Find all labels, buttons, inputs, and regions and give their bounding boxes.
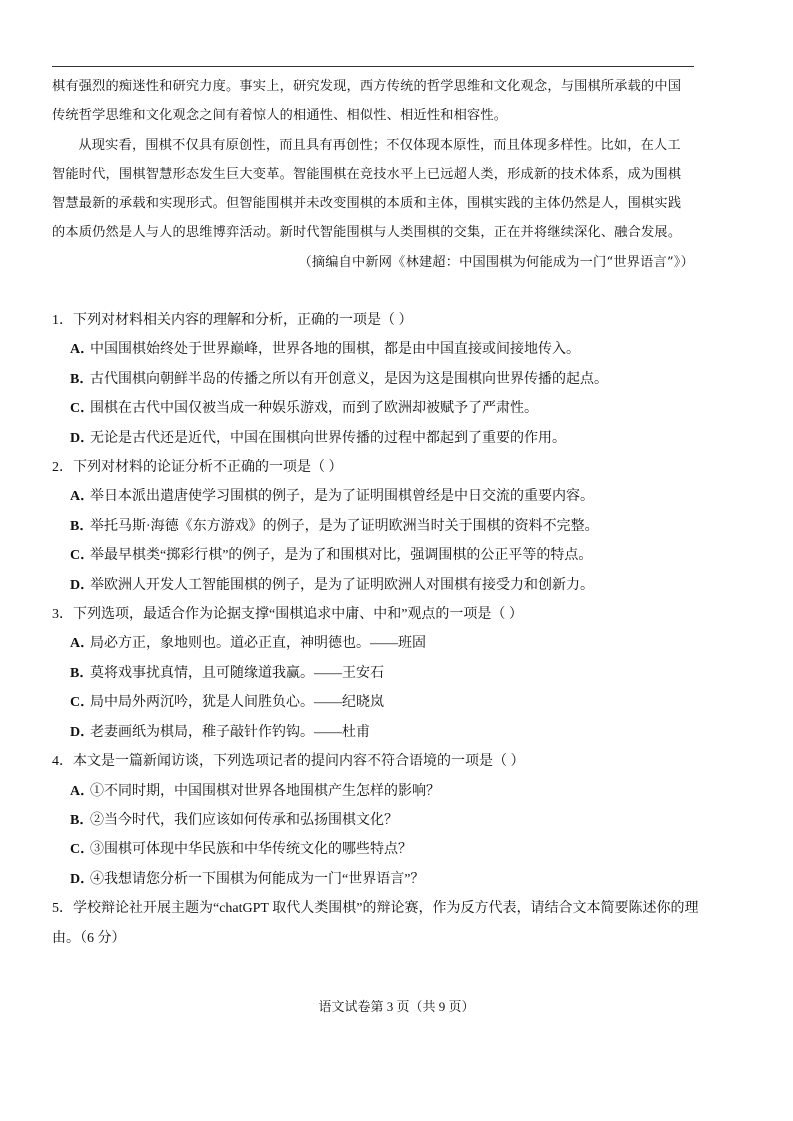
- top-rule: [52, 66, 694, 67]
- option-b: [52, 806, 702, 835]
- option-a: [52, 335, 702, 364]
- option-text: 举欧洲人开发人工智能围棋的例子，是为了证明欧洲人对围棋有接受力和创新力。: [90, 577, 594, 593]
- option-letter: B．: [70, 665, 94, 681]
- option-letter: D．: [70, 577, 95, 593]
- option-letter: A．: [70, 489, 95, 505]
- option-b: [52, 512, 702, 541]
- question-stem: 1．下列对材料相关内容的理解和分析，正确的一项是（ ）: [52, 313, 413, 328]
- option-text: 局必方正，象地则也。道必正直，神明德也。——班固: [90, 636, 426, 652]
- option-d: [52, 718, 702, 747]
- option-letter: B．: [70, 371, 94, 387]
- question-2: [52, 453, 702, 600]
- option-text: ①不同时期，中国围棋对世界各地围棋产生怎样的影响？: [90, 783, 440, 799]
- question-4: [52, 747, 702, 894]
- option-text: 举托马斯·海德《东方游戏》的例子，是为了证明欧洲当时关于围棋的资料不完整。: [90, 518, 599, 534]
- option-text: 举最早棋类“掷彩行棋”的例子，是为了和围棋对比，强调围棋的公正平等的特点。: [90, 548, 593, 564]
- option-a: [52, 482, 702, 511]
- option-d: [52, 865, 702, 894]
- option-letter: A．: [70, 783, 95, 799]
- option-c: [52, 394, 702, 423]
- question-stem: 4．本文是一篇新闻访谈，下列选项记者的提问内容不符合语境的一项是（ ）: [52, 754, 525, 770]
- question-stem: 3．下列选项，最适合作为论据支撑“围棋追求中庸、中和”观点的一项是（ ）: [52, 607, 523, 623]
- option-text: 围棋在古代中国仅被当成一种娱乐游戏，而到了欧洲却被赋予了严肃性。: [90, 401, 538, 417]
- question-1: [52, 306, 702, 453]
- question-3: [52, 600, 702, 747]
- option-c: [52, 835, 702, 864]
- question-list: [52, 306, 702, 953]
- option-letter: A．: [70, 342, 95, 358]
- option-letter: D．: [70, 871, 95, 887]
- option-letter: D．: [70, 724, 95, 740]
- passage-paragraph: 棋有强烈的痴迷性和研究力度。事实上，研究发现，西方传统的哲学思维和文化观念，与围棋所承载的中国传统哲学思维和文化观念之间有着惊人的相通性、相似性、相近性和相容性。: [52, 79, 682, 124]
- question-stem: 5．学校辩论社开展主题为“chatGPT 取代人类围棋”的辩论赛，作为反方代表，请结合文本简要陈述你的理由。（6 分）: [52, 901, 699, 946]
- option-text: 无论是古代还是近代，中国在围棋向世界传播的过程中都起到了重要的作用。: [90, 430, 566, 446]
- passage-paragraph: 从现实看，围棋不仅具有原创性，而且具有再创性；不仅体现本原性，而且体现多样性。比如，在人工智能时代，围棋智慧形态发生巨大变革。智能围棋在竞技水平上已远超人类，形成新的技术体系，成为围棋智慧最新的承载和实现形式。但智能围棋并未改变围棋的本质和主体，围棋实践的主体仍然是人，围棋实践的本质仍然是人与人的思维博弈活动。新时代智能围棋与人类围棋的交集，正在并将继续深化、融合发展。: [52, 137, 682, 241]
- option-letter: B．: [70, 518, 94, 534]
- option-a: [52, 629, 702, 658]
- option-letter: C．: [70, 401, 95, 417]
- option-text: ④我想请您分析一下围棋为何能成为一门“世界语言”？: [90, 871, 425, 887]
- page-footer: 语文试卷第 3 页（共 9 页）: [318, 999, 475, 1014]
- option-letter: C．: [70, 548, 95, 564]
- option-letter: B．: [70, 812, 94, 828]
- option-letter: A．: [70, 636, 95, 652]
- question-5: [52, 894, 702, 953]
- option-text: ③围棋可体现中华民族和中华传统文化的哪些特点？: [90, 842, 412, 858]
- option-d: [52, 424, 702, 453]
- option-letter: D．: [70, 430, 95, 446]
- option-letter: C．: [70, 842, 95, 858]
- option-a: [52, 777, 702, 806]
- option-b: [52, 659, 702, 688]
- reading-passage: [52, 72, 694, 277]
- option-text: 古代围棋向朝鲜半岛的传播之所以有开创意义，是因为这是围棋向世界传播的起点。: [90, 371, 608, 387]
- question-stem: 2．下列对材料的论证分析不正确的一项是（ ）: [52, 460, 343, 476]
- option-text: ②当今时代，我们应该如何传承和弘扬围棋文化？: [90, 812, 398, 828]
- option-b: [52, 365, 702, 394]
- option-c: [52, 688, 702, 717]
- option-d: [52, 571, 702, 600]
- option-text: 举日本派出遣唐使学习围棋的例子，是为了证明围棋曾经是中日交流的重要内容。: [90, 489, 594, 505]
- option-text: 老妻画纸为棋局，稚子敲针作钓钩。——杜甫: [90, 724, 370, 740]
- option-letter: C．: [70, 695, 95, 711]
- option-text: 莫将戏事扰真情，且可随缘道我赢。——王安石: [90, 665, 384, 681]
- option-text: 中国围棋始终处于世界巅峰，世界各地的围棋，都是由中国直接或间接地传入。: [90, 342, 580, 358]
- passage-source: （摘编自中新网《林建超：中国围棋为何能成为一门“世界语言”》）: [298, 254, 694, 270]
- option-c: [52, 541, 702, 570]
- option-text: 局中局外两沉吟，犹是人间胜负心。——纪晓岚: [90, 695, 384, 711]
